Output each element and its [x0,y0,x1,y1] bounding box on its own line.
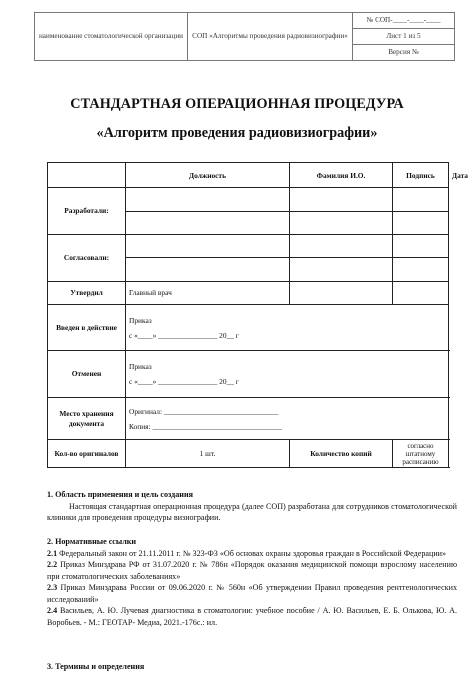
section-2-title: 2. Нормативные ссылки [47,537,137,546]
section-1-text: Настоящая стандартная операционная процедура (далее СОП) разработана для сотрудников стоматологической клиники для проведения процедуры визиографии. [47,501,457,522]
row-originals-count: Кол-во оригиналов [48,440,126,468]
sop-title: СОП «Алгоритмы проведения радиовизиографии» [188,13,353,61]
reference-1: 2.1 Федеральный закон от 21.11.2011 г. № 323-ФЗ «Об основах охраны здоровья граждан в Российской Федерации» [47,548,447,558]
originals-count-value: 1 шт. [126,440,290,468]
sop-number: № СОП-____-____-____ [353,13,454,29]
copy-field: Копия: ___________________________________ [129,421,282,431]
column-position: Должность [126,163,290,188]
version-number: Версия № [388,48,419,56]
column-signature: Подпись [393,163,449,188]
row-storage: Место хранения документа [48,398,126,440]
row-developed: Разработали: [48,188,126,235]
section-1-title: 1. Область применения и цель создания [47,490,193,499]
sheet-number: Лист 1 из 5 [353,29,454,45]
section-references [47,536,457,628]
cancelled-order: Приказ с «____» ________________ 20__ г [126,351,449,398]
reference-3: 2.3 Приказ Минздрава России от 09.06.2020 г. № 560н «Об утверждении Правил проведения рентгенологических исследований» [47,583,457,604]
section-terms [47,661,457,673]
approved-position: Главный врач [126,281,290,304]
org-name: наименование стоматологической организации [35,13,188,61]
approval-table: Должность Фамилия И.О. Подпись Дата Разработали: Согласовали: Утвердил Главный врач Введен в действие Приказ с «____» ________________ 20__ г Отменен Приказ с «____» ________________ 20__ г Место хранения документа Оригинал: _______________________________ Копия: ___________________________________ Кол-во оригиналов 1 шт. Количество копий согласно штатному расписанию [47,162,449,468]
reference-2: 2.2 Приказ Минздрава РФ от 31.07.2020 г. № 786н «Порядок оказания медицинской помощи взрослому населению при стоматологических заболеваниях» [47,560,457,581]
section-scope [47,489,457,524]
section-3-title: 3. Термины и определения [47,662,145,671]
column-name: Фамилия И.О. [290,163,393,188]
storage-fields [126,398,449,440]
row-agreed: Согласовали: [48,235,126,282]
copies-value: согласно штатному расписанию [393,440,449,468]
row-introduced: Введен в действие [48,304,126,351]
original-field: Оригинал: _______________________________ [129,406,279,416]
document-header [34,12,455,61]
introduced-order: Приказ с «____» ________________ 20__ г [126,304,449,351]
row-cancelled: Отменен [48,351,126,398]
page-subtitle: «Алгоритм проведения радиовизиографии» [96,125,378,141]
sop-meta [353,13,455,61]
row-approved: Утвердил [48,281,126,304]
page-title: СТАНДАРТНАЯ ОПЕРАЦИОННАЯ ПРОЦЕДУРА [70,96,404,112]
reference-4: 2.4 Васильев, А. Ю. Лучевая диагностика в стоматологии: учебное пособие / А. Ю. Васильев, Е. Б. Олькова, Ю. А. Воробьев. - М.: ГЕОТАР- Медиа, 2021.-176с.: ил. [47,606,457,627]
copies-label: Количество копий [290,440,393,468]
